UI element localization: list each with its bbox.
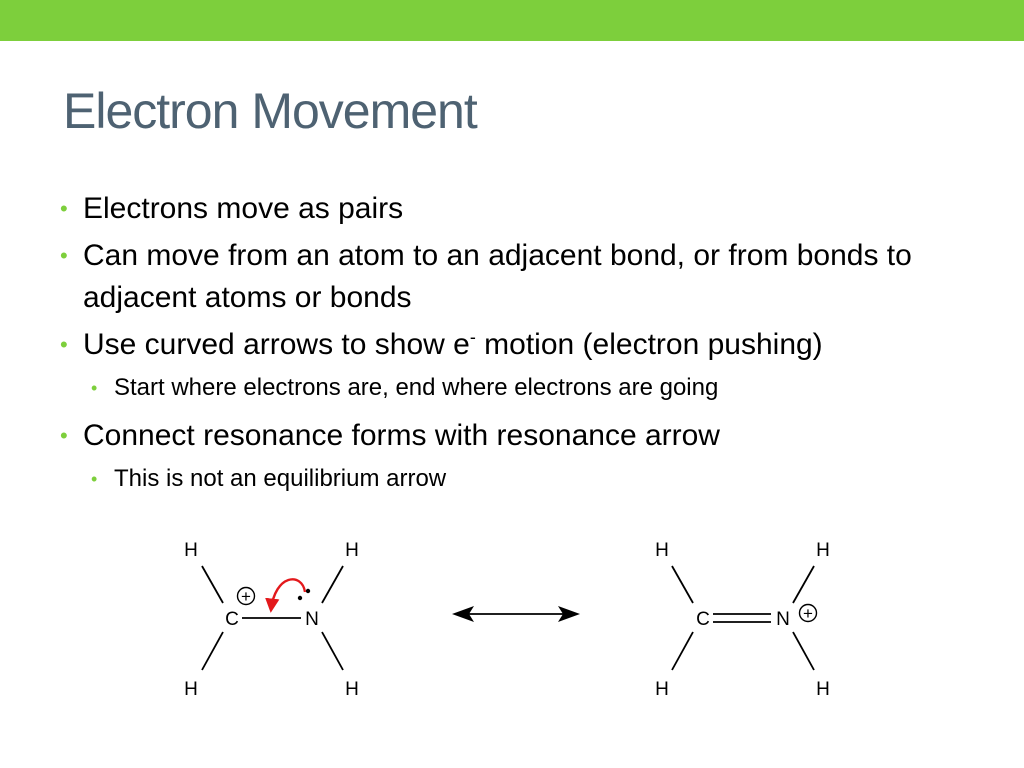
bullet-dot-icon: •: [60, 423, 68, 448]
sub-bullet-text: Start where electrons are, end where electrons are going: [114, 374, 719, 401]
bullet-text-after: motion (electron pushing): [475, 328, 823, 361]
left-positive-charge: [238, 587, 255, 606]
left-bonds: [202, 566, 343, 670]
curved-arrow-icon: [271, 579, 305, 610]
right-hydrogen-top-right: H: [816, 540, 830, 561]
slide-title: Electron Movement: [63, 83, 477, 139]
right-hydrogen-bottom-right: H: [816, 679, 830, 700]
right-nitrogen-label: N: [776, 609, 790, 630]
bullet-dot-icon: •: [60, 196, 68, 221]
right-hydrogen-top-left: H: [655, 540, 669, 561]
bullet-text-before: Use curved arrows to show e: [83, 328, 470, 361]
bullet-text: Electrons move as pairs: [83, 192, 404, 225]
left-hydrogen-top-left: H: [184, 540, 198, 561]
sub-bullet-item: [87, 371, 956, 405]
left-nitrogen-label: N: [305, 609, 319, 630]
bullet-dot-icon: •: [60, 332, 68, 357]
svg-text:+: +: [241, 587, 251, 606]
sub-bullet-item: [87, 462, 956, 496]
resonance-arrow-icon: [452, 606, 580, 622]
bullet-item: [56, 235, 956, 319]
bullet-item: [56, 188, 956, 230]
right-bonds: [672, 566, 814, 670]
svg-text:+: +: [803, 604, 813, 623]
left-hydrogen-bottom-left: H: [184, 679, 198, 700]
bullet-superscript: -: [469, 327, 476, 347]
right-positive-charge: [800, 604, 817, 623]
bullet-dot-icon: •: [91, 378, 98, 398]
right-hydrogen-bottom-left: H: [655, 679, 669, 700]
right-structure: [655, 540, 830, 700]
accent-bar: [0, 0, 1024, 41]
resonance-diagram: [0, 520, 1024, 740]
bullet-item: [56, 324, 956, 366]
bullet-text: Connect resonance forms with resonance arrow: [83, 419, 720, 452]
left-structure: [184, 540, 359, 700]
right-carbon-label: C: [696, 609, 710, 630]
bullet-dot-icon: •: [91, 469, 98, 489]
sub-bullet-text: This is not an equilibrium arrow: [114, 465, 447, 492]
left-hydrogen-bottom-right: H: [345, 679, 359, 700]
bullet-list: [56, 188, 956, 506]
bullet-dot-icon: •: [60, 243, 68, 268]
left-hydrogen-top-right: H: [345, 540, 359, 561]
bullet-text: Can move from an atom to an adjacent bond, or from bonds to adjacent atoms or bonds: [83, 239, 912, 314]
left-carbon-label: C: [225, 609, 239, 630]
bullet-item: [56, 415, 956, 457]
